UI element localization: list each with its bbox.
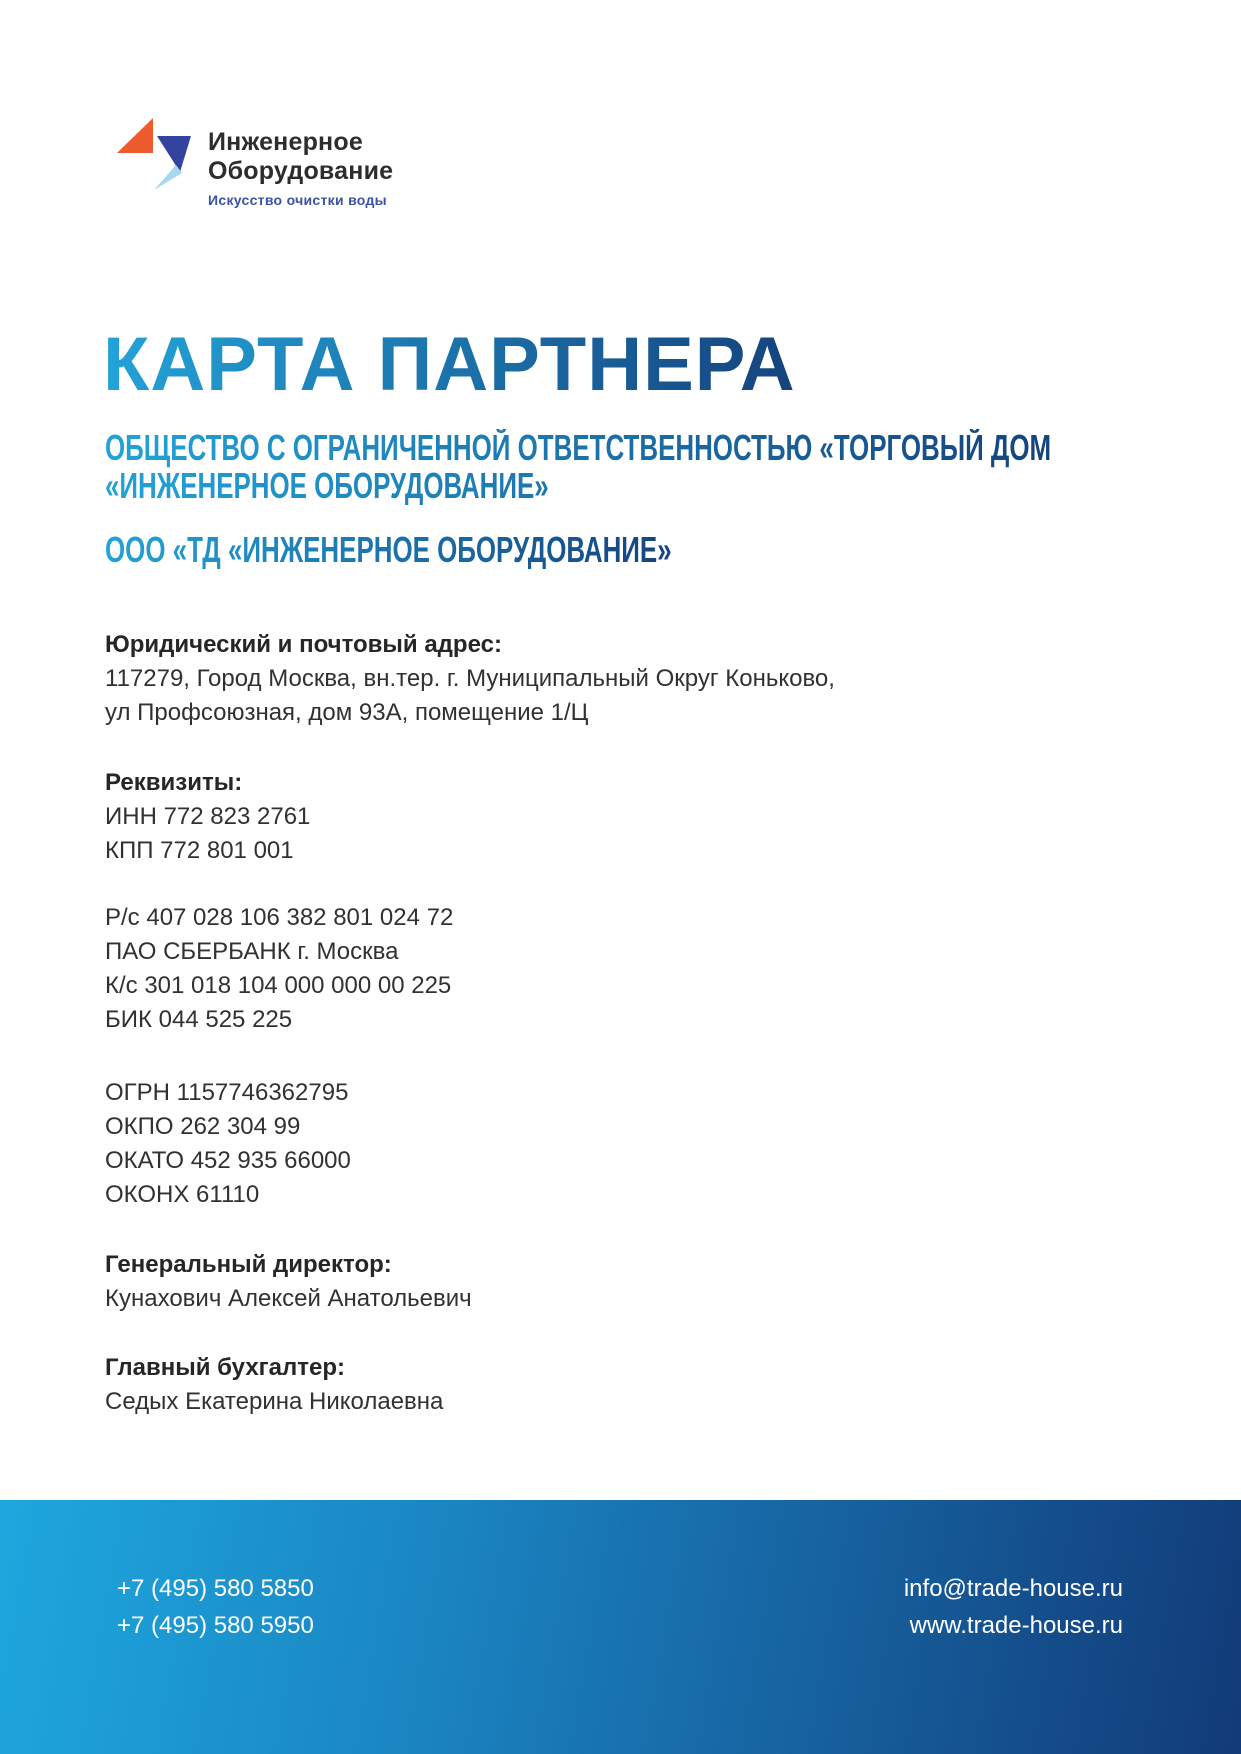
brand-name-line2: Оборудование <box>208 157 394 185</box>
requisites-section <box>105 766 310 868</box>
company-short-name: ООО «ТД «ИНЖЕНЕРНОЕ ОБОРУДОВАНИЕ» <box>105 529 672 570</box>
logo-text <box>208 128 393 208</box>
corr-account-value: К/с 301 018 104 000 000 00 225 <box>105 972 452 999</box>
okpo-value: ОКПО 262 304 99 <box>105 1113 301 1140</box>
phone-line-1: +7 (495) 580 5850 <box>117 1575 314 1602</box>
requisites-label: Реквизиты: <box>105 769 243 796</box>
okonh-value: ОКОНХ 61110 <box>105 1181 260 1208</box>
inn-value: ИНН 772 823 2761 <box>105 803 311 830</box>
page-title: КАРТА ПАРТНЕРА <box>103 322 796 407</box>
director-section <box>105 1248 472 1316</box>
company-full-name <box>105 429 1051 505</box>
director-name: Кунахович Алексей Анатольевич <box>105 1285 472 1312</box>
brand-tagline: Искусство очистки воды <box>208 192 387 208</box>
footer-phones <box>117 1570 314 1644</box>
accountant-name: Седых Екатерина Николаевна <box>105 1388 444 1415</box>
logo-mark-icon <box>117 118 193 191</box>
company-full-name-line2: «ИНЖЕНЕРНОЕ ОБОРУДОВАНИЕ» <box>105 465 549 506</box>
footer-web-contacts <box>904 1570 1123 1644</box>
company-full-name-line1: ОБЩЕСТВО С ОГРАНИЧЕННОЙ ОТВЕТСТВЕННОСТЬЮ «ТОРГОВЫЙ ДОМ <box>105 427 1052 468</box>
kpp-value: КПП 772 801 001 <box>105 837 294 864</box>
bik-value: БИК 044 525 225 <box>105 1006 293 1033</box>
bank-details-section <box>105 901 453 1037</box>
phone-line-2: +7 (495) 580 5950 <box>117 1612 314 1639</box>
address-section <box>105 628 835 730</box>
company-logo <box>117 116 537 206</box>
okato-value: ОКАТО 452 935 66000 <box>105 1147 351 1174</box>
settlement-account-value: Р/с 407 028 106 382 801 024 72 <box>105 904 454 931</box>
address-label: Юридический и почтовый адрес: <box>105 631 502 658</box>
accountant-label: Главный бухгалтер: <box>105 1354 346 1381</box>
brand-name-line1: Инженерное <box>208 128 363 156</box>
registration-codes-section <box>105 1076 351 1212</box>
accountant-section <box>105 1351 443 1419</box>
address-line2: ул Профсоюзная, дом 93А, помещение 1/Ц <box>105 699 589 726</box>
director-label: Генеральный директор: <box>105 1251 392 1278</box>
footer-band <box>0 1500 1241 1754</box>
website-link[interactable]: www.trade-house.ru <box>909 1612 1123 1639</box>
bank-name-value: ПАО СБЕРБАНК г. Москва <box>105 938 399 965</box>
email-link[interactable]: info@trade-house.ru <box>903 1575 1123 1602</box>
ogrn-value: ОГРН 1157746362795 <box>105 1079 349 1106</box>
address-line1: 117279, Город Москва, вн.тер. г. Муниципальный Округ Коньково, <box>105 665 835 692</box>
